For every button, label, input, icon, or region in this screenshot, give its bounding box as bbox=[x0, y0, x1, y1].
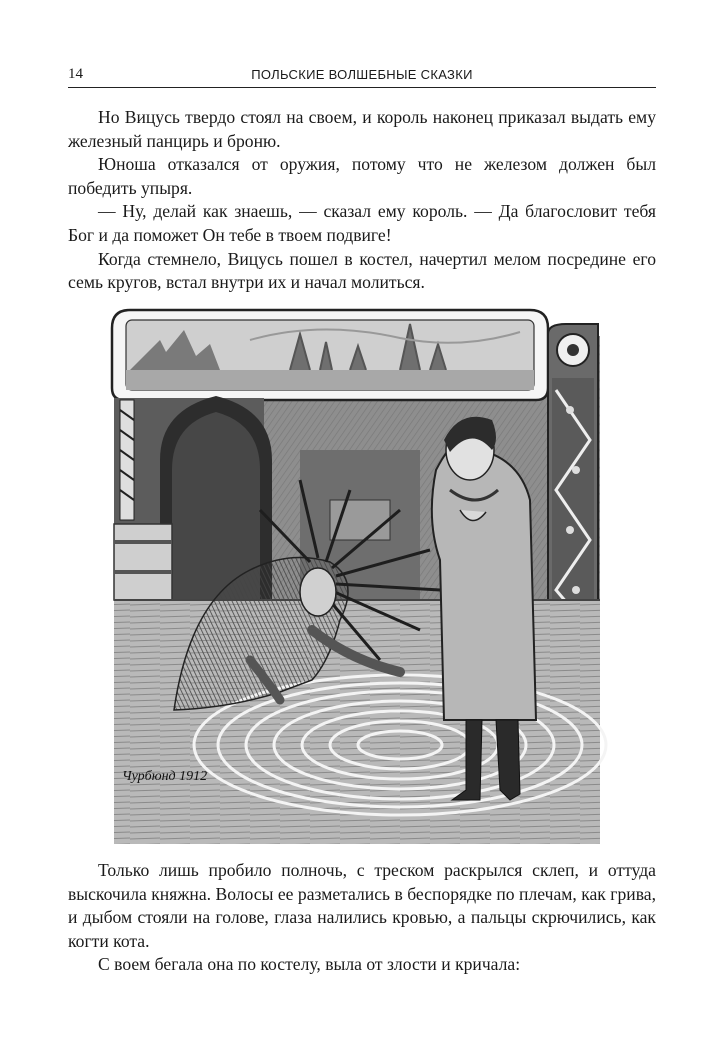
text-block-top bbox=[68, 106, 656, 295]
paragraph: С воем бегала она по костелу, выла от злости и кричала: bbox=[98, 954, 521, 975]
illustration bbox=[100, 300, 614, 846]
paragraph: Только лишь пробило полночь, с треском раскрылся склеп, и оттуда выскочила княжна. Волосы ее разметались в беспорядке по плечам, как грива, и дыбом стояли на голове, глаза налились кровью, а пальцы скрючились, как когти кота. bbox=[68, 860, 656, 951]
paragraph: Юноша отказался от оружия, потому что не железом должен был победить упыря. bbox=[68, 154, 656, 198]
landscape-frieze bbox=[112, 310, 548, 400]
running-head bbox=[68, 62, 656, 88]
paragraph: — Ну, делай как знаешь, — сказал ему король. — Да благословит тебя Бог и да поможет Он тебе в твоем подвиге! bbox=[68, 201, 656, 245]
running-title: ПОЛЬСКИЕ ВОЛШЕБНЫЕ СКАЗКИ bbox=[251, 67, 473, 82]
right-ornament-panel bbox=[548, 324, 598, 640]
header-rule bbox=[68, 87, 656, 88]
text-block-bottom bbox=[68, 859, 656, 977]
artist-signature: Чурбюнд 1912 bbox=[122, 769, 208, 784]
page-number: 14 bbox=[68, 66, 83, 82]
paragraph: Но Вицусь твердо стоял на своем, и король наконец приказал выдать ему железный панцирь и броню. bbox=[68, 107, 656, 151]
paragraph: Когда стемнело, Вицусь пошел в костел, начертил мелом посредине его семь кругов, встал внутри их и начал молиться. bbox=[68, 248, 656, 293]
